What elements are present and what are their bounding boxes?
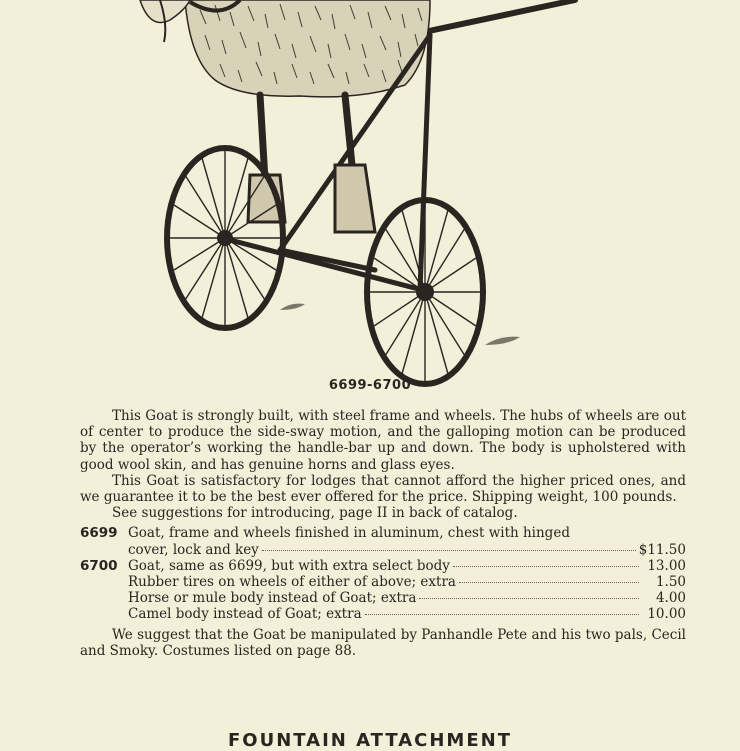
price-list-item (80, 574, 686, 590)
item-price: $11.50 (638, 541, 686, 558)
introducing-note: See suggestions for introducing, page II in back of catalog. (112, 505, 518, 522)
figure-caption: 6699-6700 (328, 378, 412, 393)
price-list (80, 525, 686, 622)
closing-paragraph: We suggest that the Goat be manipulated by Panhandle Pete and his two pals, Cecil and Smoky. Costumes listed on page 88. (80, 626, 686, 659)
description-block (80, 408, 686, 659)
item-number: 6700 (80, 557, 118, 574)
item-description: Goat, frame and wheels finished in aluminum, chest with hinged (128, 525, 570, 542)
item-number: 6699 (80, 525, 118, 542)
item-price: 1.50 (655, 574, 686, 591)
left-wheel (167, 148, 283, 328)
price-list-item (80, 606, 686, 622)
goat-tricycle-illustration (130, 0, 550, 380)
item-description: Horse or mule body instead of Goat; extra (128, 590, 417, 607)
description-paragraph: This Goat is strongly built, with steel frame and wheels. The hubs of wheels are out of center to produce the side-sway motion, and the galloping motion can be produced by the operator’s working the handle-bar up and down. The body is upholstered with good wool skin, and has genuine horns and glass eyes. (80, 408, 686, 473)
item-price: 4.00 (655, 590, 686, 607)
item-price: 13.00 (647, 557, 686, 574)
item-description-cont: cover, lock and key (128, 541, 259, 558)
item-description: Goat, same as 6699, but with extra select body (128, 557, 450, 574)
price-list-item (80, 525, 686, 557)
item-description: Rubber tires on wheels of either of above; extra (128, 574, 456, 591)
item-description: Camel body instead of Goat; extra (128, 606, 362, 623)
right-wheel (367, 200, 483, 384)
next-section-heading: FOUNTAIN ATTACHMENT (228, 730, 512, 751)
price-list-item (80, 590, 686, 606)
goat-body (185, 0, 430, 97)
item-price: 10.00 (647, 606, 686, 623)
description-paragraph: This Goat is satisfactory for lodges that cannot afford the higher priced ones, and we guarantee it to be the best ever offered for the price. Shipping weight, 100 pounds. (80, 472, 686, 506)
price-list-item (80, 558, 686, 574)
